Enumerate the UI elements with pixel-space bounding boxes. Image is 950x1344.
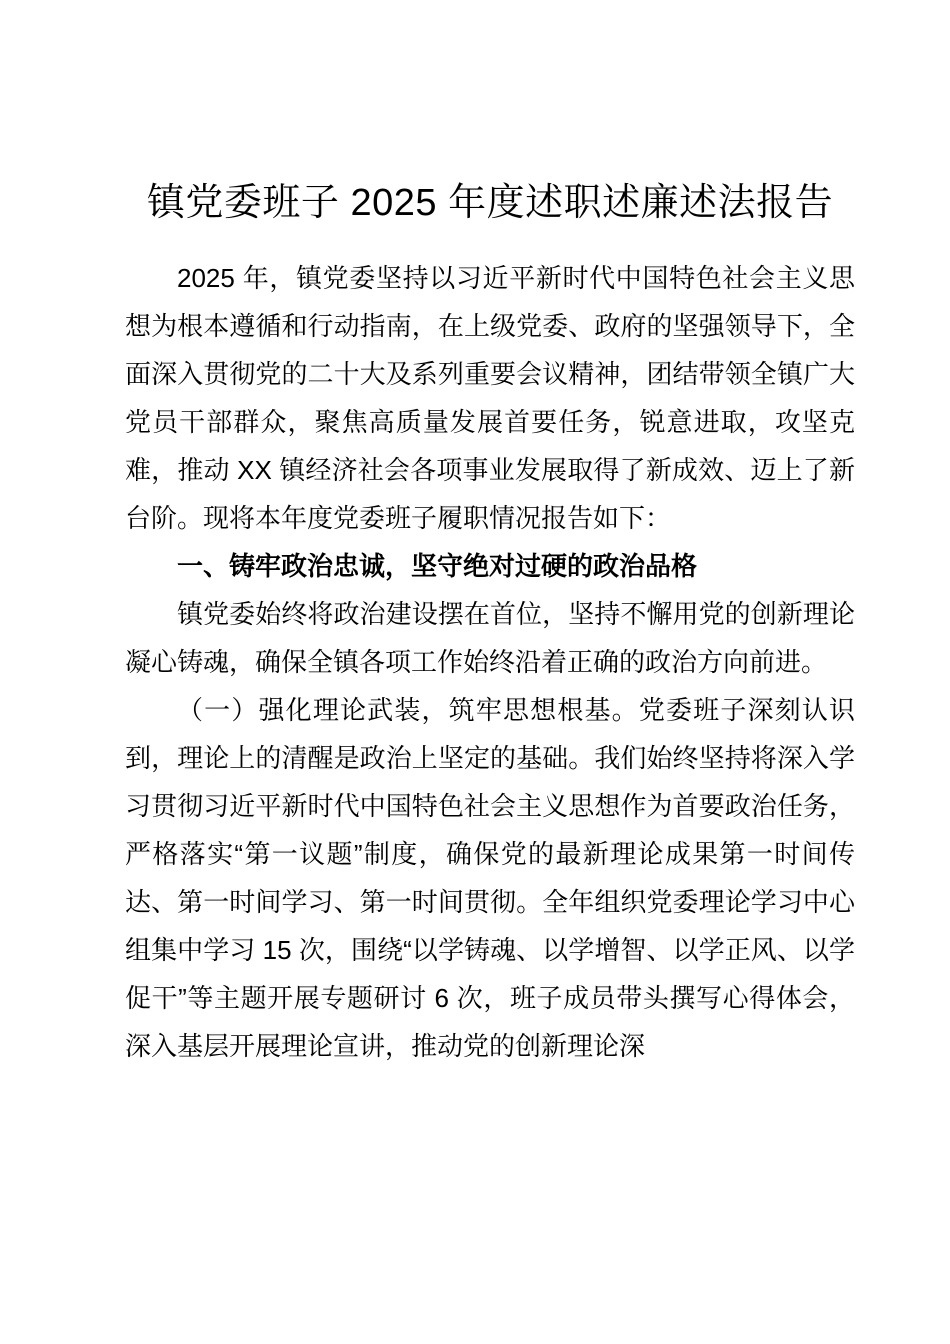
paragraph-political-construction: 镇党委始终将政治建设摆在首位，坚持不懈用党的创新理论凝心铸魂，确保全镇各项工作始终沿着正确的政治方向前进。 <box>125 599 855 677</box>
paragraph-intro: 2025 年，镇党委坚持以习近平新时代中国特色社会主义思想为根本遵循和行动指南，在上级党委、政府的坚强领导下，全面深入贯彻党的二十大及系列重要会议精神，团结带领全镇广大党员干部群众，聚焦高质量发展首要任务，锐意进取，攻坚克难，推动 XX 镇经济社会各项事业发展取得了新成效、迈上了新台阶。现将本年度党委班子履职情况报告如下： <box>125 263 855 533</box>
section-heading-political-loyalty: 一、铸牢政治忠诚，坚守绝对过硬的政治品格 <box>177 551 698 581</box>
document-title: 镇党委班子 2025 年度述职述廉述法报告 <box>146 182 834 224</box>
paragraph-theory-armament: （一）强化理论武装，筑牢思想根基。党委班子深刻认识到，理论上的清醒是政治上坚定的基础。我们始终坚持将深入学习贯彻习近平新时代中国特色社会主义思想作为首要政治任务，严格落实“第一议题”制度，确保党的最新理论成果第一时间传达、第一时间学习、第一时间贯彻。全年组织党委理论学习中心组集中学习 15 次，围绕“以学铸魂、以学增智、以学正风、以学促干”等主题开展专题研讨 6 次，班子成员带头撰写心得体会，深入基层开展理论宣讲，推动党的创新理论深 <box>125 695 855 1061</box>
document-body <box>125 254 855 1070</box>
